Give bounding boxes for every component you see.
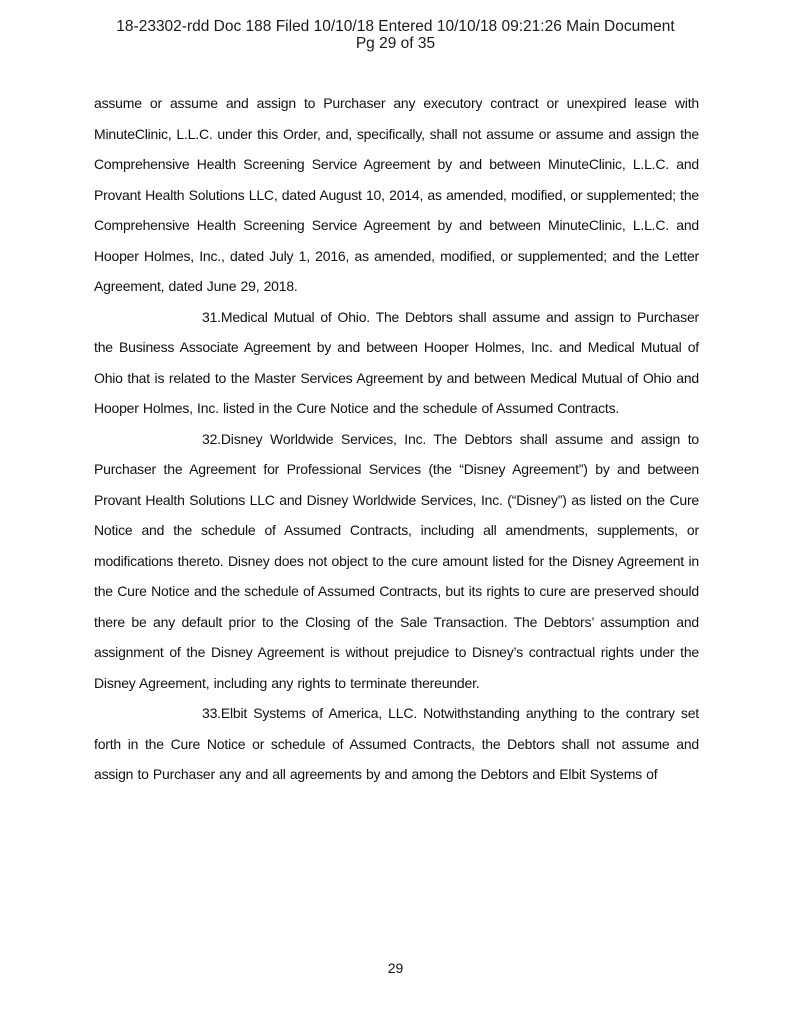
paragraph-32 [94,424,699,699]
paragraph-text: Medical Mutual of Ohio. The Debtors shall assume and assign to Purchaser the Business Associate Agreement by and between Hooper Holmes, Inc. and Medical Mutual of Ohio that is related to the Master Services Agreement by and between Medical Mutual of Ohio and Hooper Holmes, Inc. listed in the Cure Notice and the schedule of Assumed Contracts. [94,308,699,416]
filing-header [0,18,791,52]
paragraph-number: 32. [202,430,221,447]
paragraph-33 [94,698,699,790]
document-body [94,88,699,790]
paragraph-31 [94,302,699,424]
paragraph-number: 33. [202,705,221,721]
paragraph-continuation [94,88,699,302]
paragraph-text: Disney Worldwide Services, Inc. The Debtors shall assume and assign to Purchaser the Agreement for Professional Services (the “Disney Agreement”) by and between Provant Health Solutions LLC and Disney Worldwide Services, Inc. (“Disney”) as listed on the Cure Notice and the schedule of Assumed Contracts, including all amendments, supplements, or modifications thereto. Disney does not object to the cure amount listed for the Disney Agreement in the Cure Notice and the schedule of Assumed Contracts, but its rights to cure are preserved should there be any default prior to the Closing of the Sale Transaction. The Debtors’ assumption and assignment of the Disney Agreement is without prejudice to Disney’s contractual rights under the Disney Agreement, including any rights to terminate thereunder. [94,430,699,691]
filing-header-line-2: Pg 29 of 35 [355,35,436,52]
page-number: 29 [387,960,404,976]
filing-header-line-1: 18-23302-rdd Doc 188 Filed 10/10/18 Entered 10/10/18 09:21:26 Main Document [116,18,675,35]
paragraph-text: assume or assume and assign to Purchaser any executory contract or unexpired lease with MinuteClinic, L.L.C. under this Order, and, specifically, shall not assume or assume and assign the Comprehensive Health Screening Service Agreement by and between MinuteClinic, L.L.C. and Provant Health Solutions LLC, dated August 10, 2014, as amended, modified, or supplemented; the Comprehensive Health Screening Service Agreement by and between MinuteClinic, L.L.C. and Hooper Holmes, Inc., dated July 1, 2016, as amended, modified, or supplemented; and the Letter Agreement, dated June 29, 2018. [94,95,699,294]
paragraph-number: 31. [202,308,221,325]
paragraph-text: Elbit Systems of America, LLC. Notwithstanding anything to the contrary set forth in the Cure Notice or schedule of Assumed Contracts, the Debtors shall not assume and assign to Purchaser any and all agreements by and among the Debtors and Elbit Systems of [94,705,699,782]
